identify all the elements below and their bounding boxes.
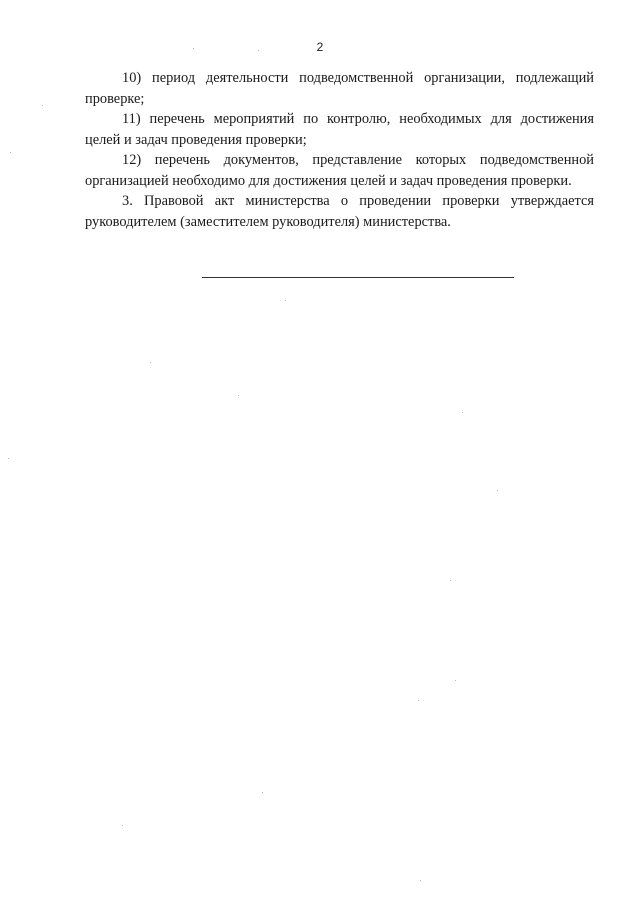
scan-speck [418,700,419,701]
paragraph-item-11: 11) перечень мероприятий по контролю, необходимых для достижения целей и задач проведения проверки; [85,111,594,148]
paragraph-item-12: 12) перечень документов, представление которых подведомственной организацией необходимо для достижения целей и задач проведения проверки. [85,152,594,189]
scan-speck [420,880,421,881]
scan-speck [455,680,456,681]
scan-speck [10,152,11,153]
page-number: 2 [316,40,324,54]
scan-speck [450,580,451,581]
scan-speck [150,362,151,363]
scan-speck [122,825,123,826]
scan-speck [238,395,239,396]
scan-speck [42,105,43,106]
document-body [85,68,594,232]
paragraph-item-10: 10) период деятельности подведомственной организации, подлежащий проверке; [85,70,594,107]
scan-speck [262,792,263,793]
scan-speck [497,490,498,491]
paragraph-section-3: 3. Правовой акт министерства о проведении проверки утверждается руководителем (заместителем руководителя) министерства. [85,193,594,230]
end-divider-line [202,277,514,278]
scan-speck [285,300,286,301]
scan-speck [193,48,194,49]
scan-speck [258,50,259,51]
scan-speck [8,458,9,459]
scan-speck [462,412,463,413]
